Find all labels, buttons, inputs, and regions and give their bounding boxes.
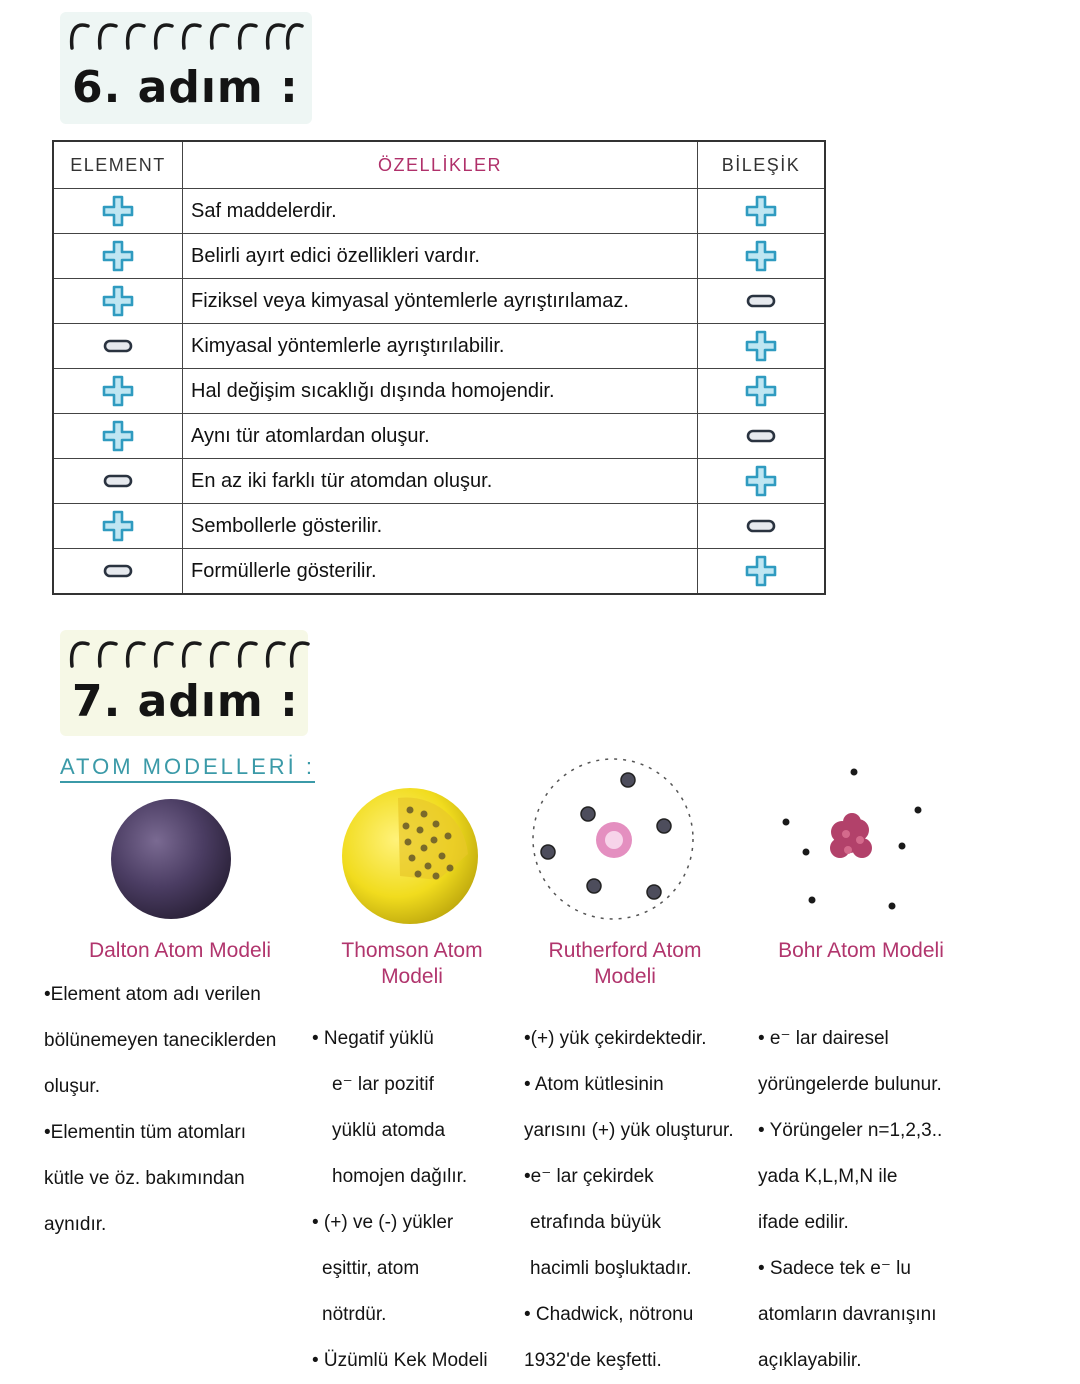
note-line: e⁻ lar pozitif <box>332 1074 434 1095</box>
thomson-atom-icon <box>338 784 482 928</box>
spiral-binding-icon <box>66 12 306 52</box>
note-line: • Sadece tek e⁻ lu <box>758 1258 911 1279</box>
bohr-notes <box>758 1016 998 1384</box>
table-row <box>54 368 824 413</box>
table-row <box>54 548 824 593</box>
property-text: En az iki farklı tür atomdan oluşur. <box>183 459 698 503</box>
note-line: hacimli boşluktadır. <box>530 1258 692 1279</box>
header-compound: BİLEŞİK <box>721 154 801 175</box>
note-line: • (+) ve (-) yükler <box>312 1212 454 1233</box>
minus-icon <box>54 324 183 368</box>
property-text: Fiziksel veya kimyasal yöntemlerle ayrıştırılamaz. <box>183 279 698 323</box>
table-row <box>54 278 824 323</box>
note-line: nötrdür. <box>322 1304 387 1325</box>
rutherford-notes <box>524 1016 756 1384</box>
atom-models-label: ATOM MODELLERİ : <box>60 754 315 783</box>
plus-icon <box>698 234 824 278</box>
plus-icon <box>698 189 824 233</box>
property-text: Sembollerle gösterilir. <box>183 504 698 548</box>
note-line: yüklü atomda <box>332 1120 446 1141</box>
plus-icon <box>698 324 824 368</box>
plus-icon <box>698 549 824 593</box>
plus-icon <box>54 189 183 233</box>
spiral-binding-icon <box>66 630 314 670</box>
note-line: • e⁻ lar dairesel <box>758 1028 889 1049</box>
thomson-model-name: Thomson Atom Modeli <box>341 939 483 988</box>
minus-icon <box>698 414 824 458</box>
rutherford-model-name: Rutherford Atom Modeli <box>548 939 702 988</box>
note-line: • Üzümlü Kek Modeli <box>312 1350 488 1371</box>
dalton-model-name: Dalton Atom Modeli <box>88 939 272 962</box>
note-line: homojen dağılır. <box>332 1166 468 1187</box>
note-line: açıklayabilir. <box>758 1350 862 1371</box>
table-row <box>54 188 824 233</box>
note-line: • Chadwick, nötronu <box>524 1304 694 1325</box>
plus-icon <box>698 369 824 413</box>
note-line: •e⁻ lar çekirdek <box>524 1166 654 1187</box>
element-compound-table <box>52 140 826 595</box>
property-text: Kimyasal yöntemlerle ayrıştırılabilir. <box>183 324 698 368</box>
note-line: • Negatif yüklü <box>312 1028 434 1049</box>
table-row <box>54 503 824 548</box>
header-properties: ÖZELLİKLER <box>183 142 698 188</box>
rutherford-atom-icon <box>530 756 696 922</box>
table-header-row <box>54 142 824 188</box>
step6-title: 6. adım : <box>72 62 299 113</box>
table-row <box>54 458 824 503</box>
note-line: atomların davranışını <box>758 1304 937 1325</box>
plus-icon <box>54 279 183 323</box>
note-line: 1932'de keşfetti. <box>524 1350 662 1371</box>
bohr-atom-icon <box>770 760 940 920</box>
note-line: kütle ve öz. bakımından <box>44 1168 245 1189</box>
plus-icon <box>54 369 183 413</box>
note-line: •Elementin tüm atomları <box>44 1122 247 1143</box>
property-text: Hal değişim sıcaklığı dışında homojendir. <box>183 369 698 413</box>
property-text: Saf maddelerdir. <box>183 189 698 233</box>
note-line: yarısını (+) yük oluşturur. <box>524 1120 734 1141</box>
note-line: yörüngelerde bulunur. <box>758 1074 942 1095</box>
step7-title: 7. adım : <box>72 676 299 727</box>
dalton-notes <box>44 972 304 1248</box>
thomson-notes <box>312 1016 512 1384</box>
header-element: ELEMENT <box>54 142 183 188</box>
note-line: bölünemeyen taneciklerden <box>44 1030 277 1051</box>
dalton-atom-icon <box>108 796 234 922</box>
plus-icon <box>698 459 824 503</box>
note-line: ifade edilir. <box>758 1212 849 1233</box>
note-line: • Atom kütlesinin <box>524 1074 664 1095</box>
minus-icon <box>54 459 183 503</box>
bohr-model-name: Bohr Atom Modeli <box>778 939 944 962</box>
minus-icon <box>54 549 183 593</box>
plus-icon <box>54 234 183 278</box>
note-line: aynıdır. <box>44 1214 107 1235</box>
minus-icon <box>698 504 824 548</box>
note-line: etrafında büyük <box>530 1212 661 1233</box>
property-text: Belirli ayırt edici özellikleri vardır. <box>183 234 698 278</box>
note-line: eşittir, atom <box>322 1258 420 1279</box>
table-row <box>54 233 824 278</box>
table-row <box>54 413 824 458</box>
minus-icon <box>698 279 824 323</box>
table-row <box>54 323 824 368</box>
note-line: • Yörüngeler n=1,2,3.. <box>758 1120 943 1141</box>
note-line: •(+) yük çekirdektedir. <box>524 1028 707 1049</box>
property-text: Formüllerle gösterilir. <box>183 549 698 593</box>
property-text: Aynı tür atomlardan oluşur. <box>183 414 698 458</box>
plus-icon <box>54 414 183 458</box>
note-line: yada K,L,M,N ile <box>758 1166 898 1187</box>
plus-icon <box>54 504 183 548</box>
note-line: •Element atom adı verilen <box>44 984 261 1005</box>
note-line: oluşur. <box>44 1076 100 1097</box>
